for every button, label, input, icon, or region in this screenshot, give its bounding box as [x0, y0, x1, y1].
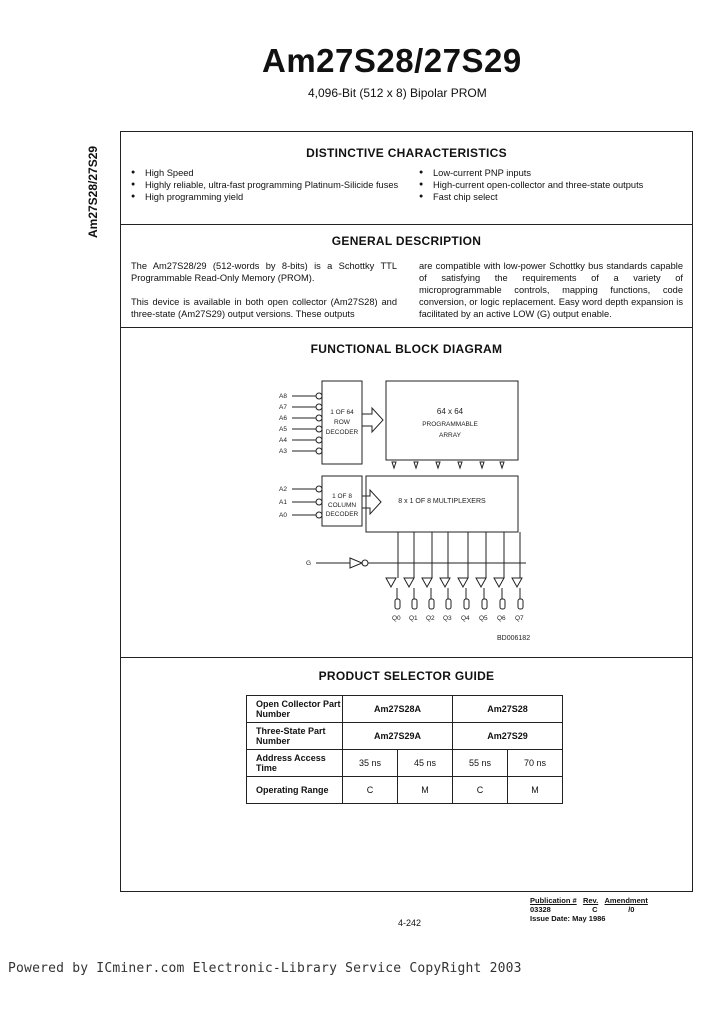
table-cell: M: [508, 777, 563, 804]
distinctive-heading: DISTINCTIVE CHARACTERISTICS: [306, 146, 507, 160]
row-label: Operating Range: [247, 777, 343, 804]
output-label: Q6: [497, 615, 506, 622]
general-para-3: are compatible with low-power Schottky bus standards capable of satisfying the requirements of a variety of microprogrammable controls, mapping functions, code conversion, or logic replacement. Easy word depth expansion is facilitated by an active LOW (G) output enable.: [419, 261, 683, 319]
col-decoder-label: DECODER: [325, 511, 359, 518]
table-row: [247, 723, 563, 750]
list-item: ● Fast chip select: [419, 191, 689, 203]
row-input-label: A5: [279, 426, 287, 433]
column-bus-arrow: [362, 490, 381, 514]
output-label: Q5: [479, 615, 488, 622]
page-title: Am27S28/27S29: [262, 42, 522, 79]
table-cell: Am27S28: [453, 696, 563, 723]
table-row: [247, 696, 563, 723]
column-decoder-box: [322, 476, 362, 526]
list-item: ● High Speed: [131, 167, 401, 179]
page-subtitle: 4,096-Bit (512 x 8) Bipolar PROM: [308, 86, 487, 100]
row-label: Three-State Part Number: [247, 723, 343, 750]
row-input-label: A7: [279, 404, 287, 411]
row-input-label: A6: [279, 415, 287, 422]
selector-table: [246, 695, 563, 804]
table-cell: 70 ns: [508, 750, 563, 777]
table-cell: 45 ns: [398, 750, 453, 777]
col-decoder-label: 1 OF 8: [332, 493, 352, 500]
enable-label: G: [306, 560, 312, 567]
output-label: Q4: [461, 615, 470, 622]
mux-label: 8 x 1 OF 8 MULTIPLEXERS: [398, 498, 486, 505]
output-label: Q1: [409, 615, 418, 622]
general-para-2: This device is available in both open collector (Am27S28) and three-state (Am27S29) output versions. These outputs: [131, 297, 397, 319]
table-row: [247, 777, 563, 804]
table-cell: M: [398, 777, 453, 804]
rev-label: Rev.: [582, 896, 599, 905]
output-label: Q0: [392, 615, 401, 622]
page-number: 4-242: [398, 918, 422, 928]
selector-heading: PRODUCT SELECTOR GUIDE: [318, 669, 495, 683]
table-cell: 55 ns: [453, 750, 508, 777]
row-input-label: A8: [279, 393, 287, 400]
row-decoder-label: ROW: [334, 419, 350, 426]
list-item: ● Highly reliable, ultra-fast programming Platinum-Silicide fuses: [131, 179, 401, 191]
row-decoder-label: 1 OF 64: [330, 409, 354, 416]
publication-info: [530, 896, 648, 923]
col-input-label: A0: [279, 512, 287, 519]
list-item: ● Low-current PNP inputs: [419, 167, 689, 179]
amend-value: /0: [628, 905, 635, 914]
array-label: ARRAY: [439, 432, 461, 439]
output-label: Q2: [426, 615, 435, 622]
block-diagram-heading: FUNCTIONAL BLOCK DIAGRAM: [310, 342, 503, 356]
row-input-label: A4: [279, 437, 287, 444]
issue-date: Issue Date: May 1986: [530, 914, 606, 923]
table-cell: Am27S28A: [343, 696, 453, 723]
table-row: [247, 750, 563, 777]
pub-label: Publication #: [530, 896, 577, 905]
array-label: 64 x 64: [436, 407, 464, 416]
row-decoder-label: DECODER: [325, 429, 359, 436]
list-item: ● High programming yield: [131, 191, 401, 203]
general-heading: GENERAL DESCRIPTION: [331, 234, 482, 248]
row-bus-arrow: [362, 408, 383, 432]
table-cell: C: [343, 777, 398, 804]
table-cell: Am27S29: [453, 723, 563, 750]
output-label: Q3: [443, 615, 452, 622]
general-para-1: The Am27S28/29 (512-words by 8-bits) is a Schottky TTL Programmable Read-Only Memory (PROM).: [131, 261, 397, 283]
side-part-label: Am27S28/27S29: [86, 145, 100, 238]
list-item: ● High-current open-collector and three-state outputs: [419, 179, 689, 191]
amend-label: Amendment: [604, 896, 648, 905]
rev-value: C: [592, 905, 598, 914]
array-label: PROGRAMMABLE: [422, 421, 478, 428]
row-label: Open Collector Part Number: [247, 696, 343, 723]
pub-number: 03328: [530, 905, 551, 914]
col-input-label: A2: [279, 486, 287, 493]
col-input-label: A1: [279, 499, 287, 506]
figure-code: BD006182: [497, 635, 531, 642]
table-cell: 35 ns: [343, 750, 398, 777]
col-decoder-label: COLUMN: [327, 502, 357, 509]
table-cell: Am27S29A: [343, 723, 453, 750]
output-label: Q7: [515, 615, 524, 622]
footer-copyright: Powered by ICminer.com Electronic-Library Service CopyRight 2003: [8, 961, 522, 976]
table-cell: C: [453, 777, 508, 804]
row-input-label: A3: [279, 448, 287, 455]
row-label: Address Access Time: [247, 750, 343, 777]
